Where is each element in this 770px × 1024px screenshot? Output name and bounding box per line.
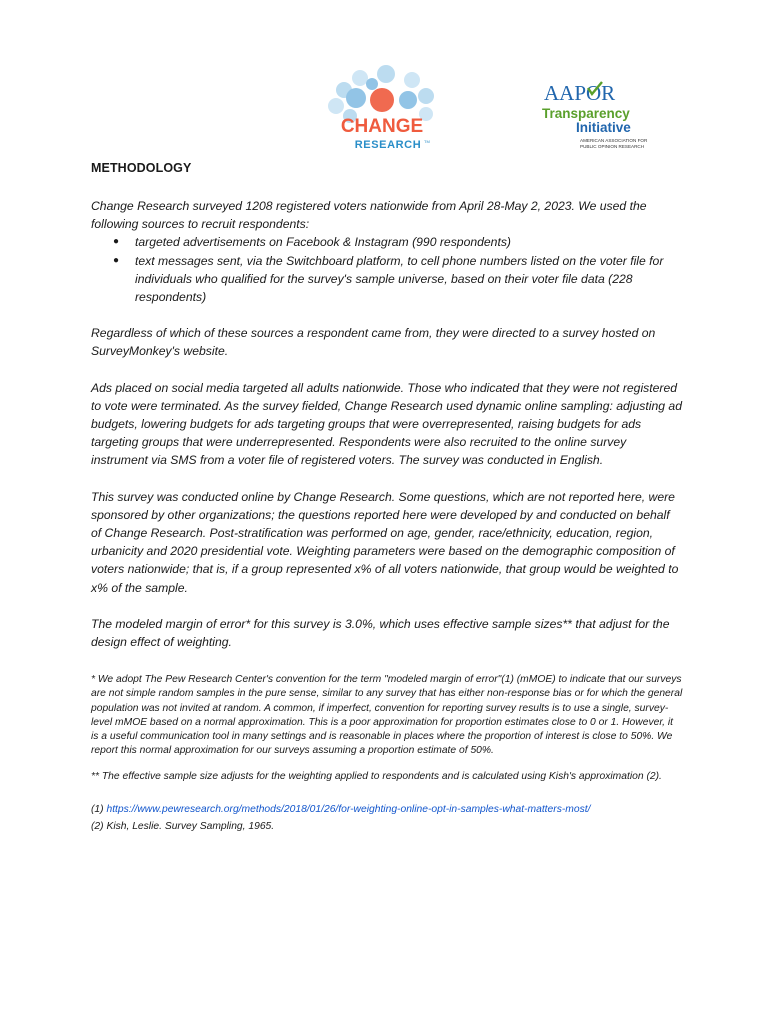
- section-heading: METHODOLOGY: [91, 161, 192, 175]
- trademark-mark: TM: [424, 139, 430, 144]
- margin-of-error-paragraph: The modeled margin of error* for this survey is 3.0%, which uses effective sample sizes** that adjust for the design effect of weighting.: [91, 616, 670, 650]
- bubble-cluster: [328, 65, 434, 123]
- aapor-transparency-logo: [536, 80, 656, 156]
- change-research-logo: [316, 64, 448, 160]
- aapor-subtitle-2: PUBLIC OPINION RESEARCH: [580, 144, 645, 149]
- footnote-effective-sample: ** The effective sample size adjusts for the weighting applied to respondents and is calculated using Kish's approximation (2).: [91, 771, 662, 783]
- aapor-wordmark: AAPOR: [544, 81, 616, 105]
- list-item: [113, 252, 683, 307]
- change-wordmark: CHANGE: [340, 116, 424, 137]
- logo-header: [0, 64, 770, 160]
- bullet-icon: ●: [113, 236, 120, 248]
- reference-2: (2) Kish, Leslie. Survey Sampling, 1965.: [91, 820, 275, 832]
- weighting-paragraph: This survey was conducted online by Change Research. Some questions, which are not reported here, were sponsored by other organizations; the questions reported here were developed by and conducted on behalf of Change Research. Post-stratification was performed on age, gender, race/ethnicity, education, region, urbanicity and 2020 presidential vote. Weighting parameters were based on the demographic composition of voters nationwide; that is, if a group represented x% of all voters nationwide, that group would be weighted to x% of the sample.: [91, 489, 679, 595]
- transparency-text: Transparency: [542, 106, 630, 121]
- pew-research-link[interactable]: https://www.pewresearch.org/methods/2018/01/26/for-weighting-online-opt-in-samples-what-matters-most/: [106, 803, 591, 815]
- list-item-text: targeted advertisements on Facebook & Instagram (990 respondents): [135, 235, 511, 250]
- reference-1-label: (1): [91, 803, 104, 815]
- recruitment-sources-list: [91, 233, 683, 306]
- list-item: [113, 233, 683, 251]
- footnote-mmoe: * We adopt The Pew Research Center's convention for the term "modeled margin of error"(1) (mMOE) to indicate that our surveys are not simple random samples in the pure sense, similar to any survey that has either non-response bias or for which the general population was not invited at random. A common, if imperfect, convention for reporting survey results is to use a single, survey-level mMOE based on a normal approximation. This is a poor approximation for proportion estimates close to 0 or 1. However, it is a useful communication tool in many settings and is reasonable in places where the proportion of interest is close to 50%. We report this normal approximation for our surveys assuming a proportion estimate of 50%.: [91, 674, 683, 757]
- bullet-icon: ●: [113, 254, 120, 266]
- methodology-section: [91, 161, 683, 834]
- surveymonkey-paragraph: Regardless of which of these sources a respondent came from, they were directed to a survey hosted on SurveyMonkey's website.: [91, 326, 656, 359]
- intro-paragraph: Change Research surveyed 1208 registered voters nationwide from April 28-May 2, 2023. We used the following sources to recruit respondents:: [91, 199, 647, 232]
- initiative-text: Initiative: [576, 120, 631, 135]
- list-item-text: text messages sent, via the Switchboard platform, to cell phone numbers listed on the voter file for individuals who qualified for the survey's sample universe, based on their voter file data (228 respondents): [135, 253, 664, 305]
- aapor-subtitle-1: AMERICAN ASSOCIATION FOR: [580, 138, 648, 143]
- reference-1: [91, 803, 683, 817]
- sampling-paragraph: Ads placed on social media targeted all adults nationwide. Those who indicated that they were not registered to vote were terminated. As the survey fielded, Change Research used dynamic online sampling: adjusting ad budgets, lowering budgets for ads targeting groups that were overrepresented, raising budgets for ads targeting groups that were underrepresented. Respondents were also recruited to the online survey instrument via SMS from a voter file of registered voters. The survey was conducted in English.: [91, 380, 682, 468]
- research-wordmark: RESEARCH: [354, 139, 422, 151]
